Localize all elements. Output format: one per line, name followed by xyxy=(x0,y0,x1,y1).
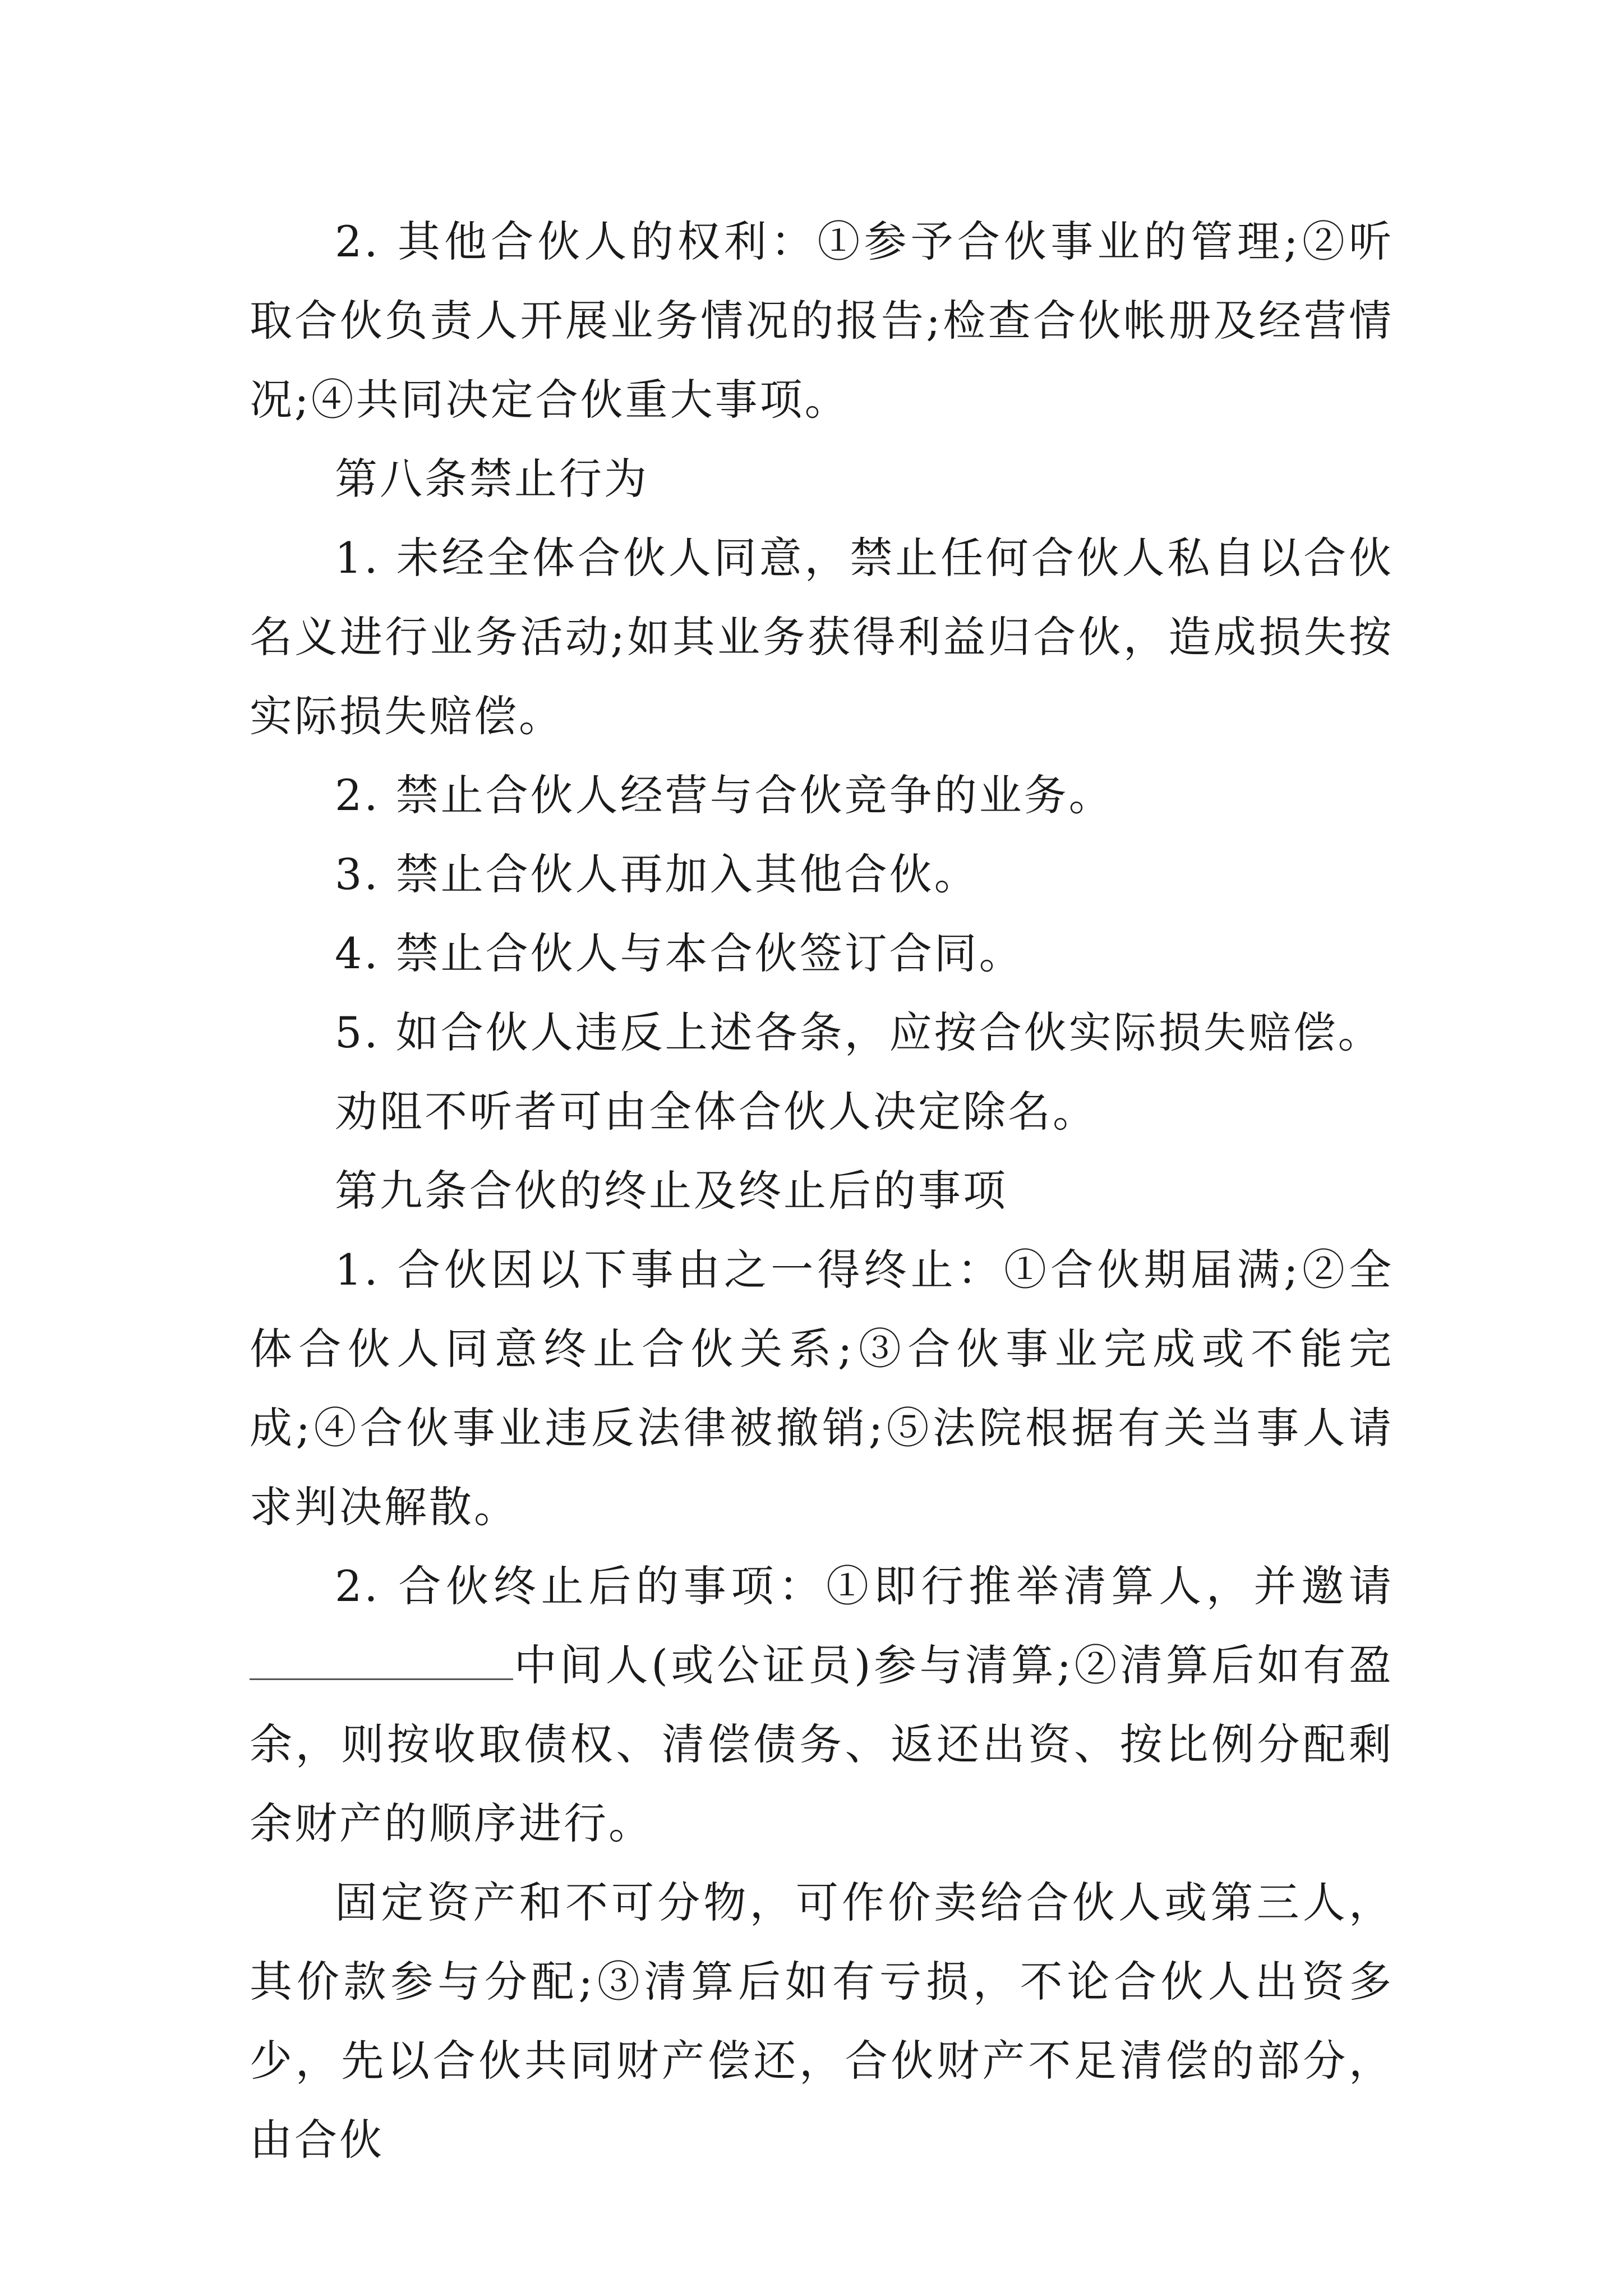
post-termination-text-after: 中间人(或公证员)参与清算;②清算后如有盈余，则按收取债权、清偿债务、返还出资、按比例分配剩余财产的顺序进行。 xyxy=(250,1640,1394,1848)
paragraph-prohibition-4: 4. 禁止合伙人与本合伙签订合同。 xyxy=(335,928,1024,978)
heading-article-9: 第九条合伙的终止及终止后的事项 xyxy=(335,1166,1008,1216)
paragraph-fixed-assets: 固定资产和不可分物，可作价卖给合伙人或第三人，其价款参与分配;③清算后如有亏损，不论合伙人出资多少，先以合伙共同财产偿还，合伙财产不足清偿的部分，由合伙 xyxy=(250,1878,1394,2165)
paragraph-post-termination xyxy=(250,1547,1394,1863)
document-body xyxy=(250,202,1394,2179)
paragraph-prohibition-2: 2. 禁止合伙人经营与合伙竞争的业务。 xyxy=(335,770,1114,820)
post-termination-text-before: 2. 合伙终止后的事项：①即行推举清算人，并邀请 xyxy=(335,1561,1394,1611)
paragraph-prohibition-1: 1. 未经全体合伙人同意，禁止任何合伙人私自以合伙名义进行业务活动;如其业务获得利益归合伙，造成损失按实际损失赔偿。 xyxy=(250,533,1394,741)
paragraph-prohibition-3: 3. 禁止合伙人再加入其他合伙。 xyxy=(335,849,979,899)
fill-in-blank-line[interactable] xyxy=(250,1639,513,1680)
paragraph-prohibition-5: 5. 如合伙人违反上述各条，应按合伙实际损失赔偿。 xyxy=(335,1007,1383,1057)
heading-article-8: 第八条禁止行为 xyxy=(335,454,649,504)
paragraph-termination-causes: 1. 合伙因以下事由之一得终止：①合伙期届满;②全体合伙人同意终止合伙关系;③合伙事业完成或不能完成;④合伙事业违反法律被撤销;⑤法院根据有关当事人请求判决解散。 xyxy=(250,1245,1394,1532)
paragraph-expulsion: 劝阻不听者可由全体合伙人决定除名。 xyxy=(335,1087,1098,1137)
paragraph-other-partners-rights: 2. 其他合伙人的权利：①参予合伙事业的管理;②听取合伙负责人开展业务情况的报告;检查合伙帐册及经营情况;④共同决定合伙重大事项。 xyxy=(250,217,1394,425)
